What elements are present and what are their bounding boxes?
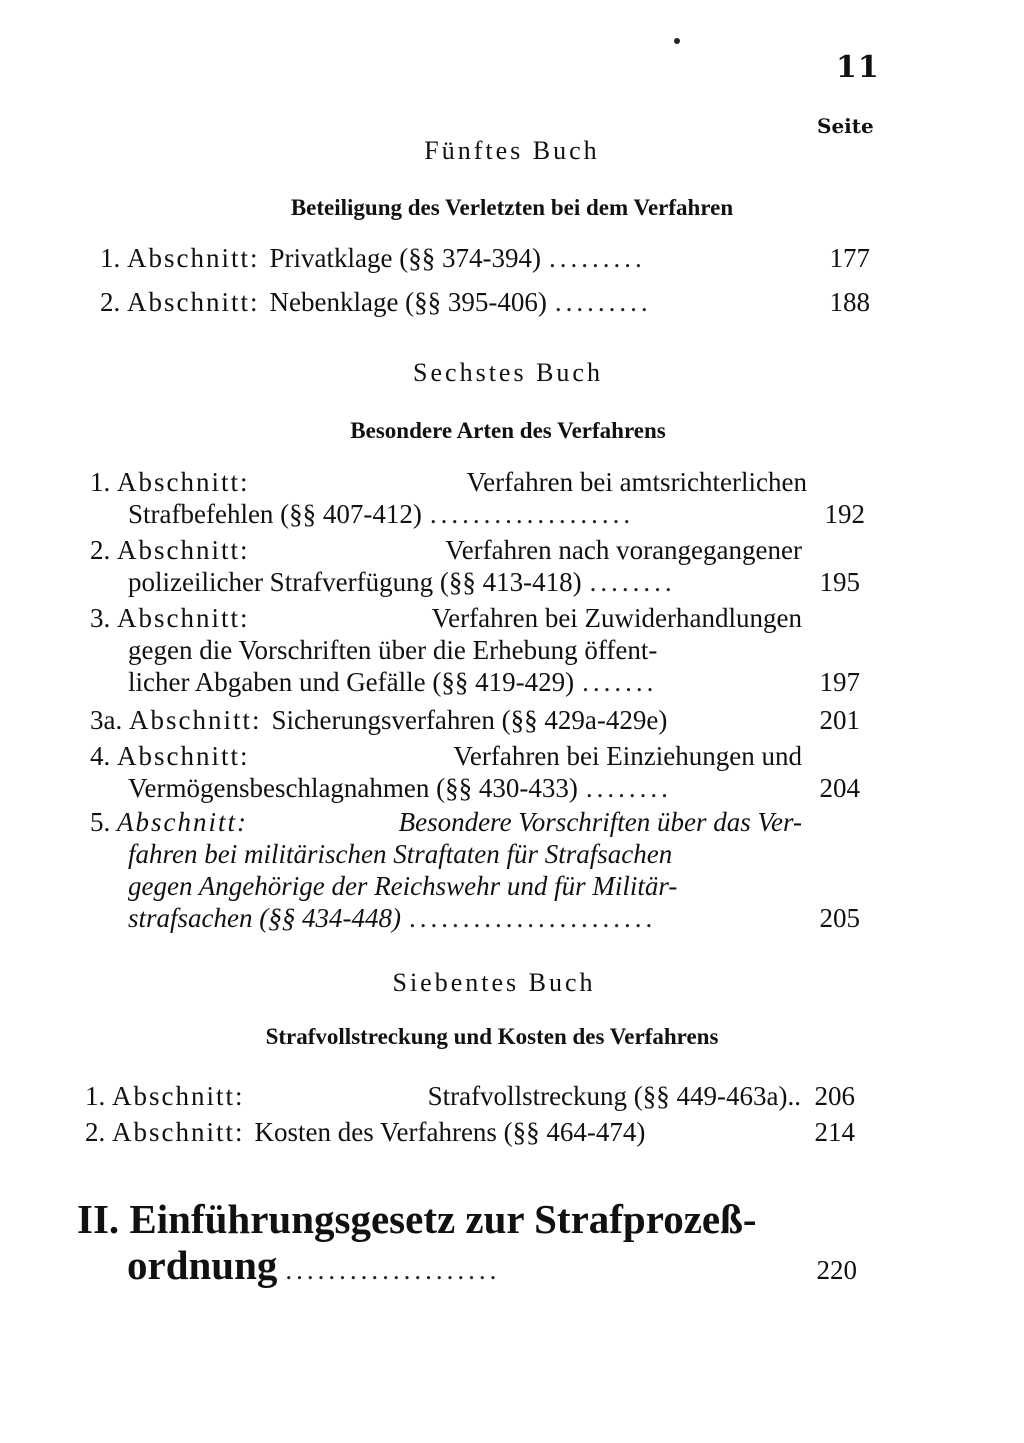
entry-line1: Besondere Vorschriften über das Ver-	[398, 807, 802, 837]
dot-leader: ...................	[429, 499, 635, 529]
entry-line3: gegen Angehörige der Reichswehr und für Militär-	[128, 871, 678, 901]
dot-leader: .........	[554, 287, 652, 317]
book5-subtitle: Beteiligung des Verletzten bei dem Verfahren	[290, 195, 734, 220]
entry-page: 206	[814, 1081, 855, 1111]
entry-number: 3.	[90, 603, 111, 633]
toc-entry-7-2[interactable]	[85, 1116, 855, 1148]
entry-page: 192	[824, 499, 865, 529]
entry-abschnitt: Abschnitt:	[127, 243, 260, 273]
entry-line2: polizeilicher Strafverfügung (§§ 413-418)	[128, 567, 582, 597]
entry-line1: Verfahren bei amtsrichterlichen	[466, 467, 807, 497]
seite-column-label: Seite	[817, 114, 874, 138]
ink-speck	[674, 38, 680, 44]
dot-leader: .......	[582, 667, 658, 697]
dot-leader: .......................	[408, 903, 657, 933]
book5-title: Fünftes Buch	[424, 136, 600, 165]
entry-abschnitt: Abschnitt:	[112, 1117, 245, 1147]
entry-abschnitt: Abschnitt:	[117, 535, 250, 565]
dot-leader: ........	[589, 567, 676, 597]
entry-number: 2.	[85, 1117, 106, 1147]
entry-number: 1.	[100, 243, 121, 273]
entry-number: 2.	[100, 287, 121, 317]
entry-abschnitt: Abschnitt:	[117, 807, 248, 837]
dot-leader: ........	[585, 773, 672, 803]
entry-text: Nebenklage (§§ 395-406)	[269, 287, 547, 317]
book7-subtitle: Strafvollstreckung und Kosten des Verfahrens	[265, 1024, 719, 1049]
entry-line3: licher Abgaben und Gefälle (§§ 419-429)	[128, 667, 575, 697]
toc-entry-part-2[interactable]	[77, 1196, 857, 1293]
entry-page: 177	[829, 243, 870, 273]
toc-entry-6-3[interactable]	[90, 602, 860, 698]
page-number: 11	[836, 50, 880, 85]
entry-abschnitt: Abschnitt:	[128, 705, 262, 735]
entry-page: 195	[819, 567, 860, 597]
entry-line2: gegen die Vorschriften über die Erhebung öffent-	[128, 635, 658, 665]
dot-leader: ....................	[285, 1255, 501, 1285]
entry-page: 188	[829, 287, 870, 317]
toc-entry-6-2[interactable]	[90, 534, 860, 598]
toc-entry-6-4[interactable]	[90, 740, 860, 804]
book6-title: Sechstes Buch	[413, 358, 603, 387]
entry-text: Privatklage (§§ 374-394)	[269, 243, 541, 273]
toc-entry-6-1[interactable]	[90, 466, 865, 530]
toc-entry-6-3a[interactable]	[90, 704, 860, 736]
entry-abschnitt: Abschnitt:	[112, 1081, 245, 1111]
entry-line2: Strafbefehlen (§§ 407-412)	[128, 499, 422, 529]
entry-page: 214	[814, 1117, 855, 1147]
entry-line1: Verfahren nach vorangegangener	[445, 535, 802, 565]
entry-abschnitt: Abschnitt:	[117, 467, 250, 497]
toc-entry-5-1[interactable]	[100, 242, 870, 274]
toc-entry-5-2[interactable]	[100, 286, 870, 318]
entry-text: Kosten des Verfahrens (§§ 464-474)	[254, 1117, 646, 1147]
entry-number: 4.	[90, 741, 111, 771]
entry-text: Strafvollstreckung (§§ 449-463a)..	[427, 1081, 801, 1111]
entry-page: 204	[819, 773, 860, 803]
book6-subtitle: Besondere Arten des Verfahrens	[350, 418, 666, 443]
entry-page: 197	[819, 667, 860, 697]
entry-abschnitt: Abschnitt:	[117, 741, 250, 771]
entry-text: Sicherungsverfahren (§§ 429a-429e)	[271, 705, 668, 735]
entry-line2: fahren bei militärischen Straftaten für Strafsachen	[128, 839, 673, 869]
entry-number: 2.	[90, 535, 111, 565]
entry-line4: strafsachen (§§ 434-448)	[128, 903, 401, 933]
entry-number: 3a.	[90, 705, 123, 735]
entry-page: 201	[819, 705, 860, 735]
entry-page: 220	[816, 1255, 857, 1285]
part-title-line2: ordnung	[127, 1242, 278, 1288]
entry-abschnitt: Abschnitt:	[117, 603, 250, 633]
part-title-line1: II. Einführungsgesetz zur Strafprozeß-	[77, 1196, 757, 1242]
entry-number: 5.	[90, 807, 111, 837]
entry-page: 205	[819, 903, 860, 933]
entry-number: 1.	[85, 1081, 106, 1111]
entry-line1: Verfahren bei Zuwiderhandlungen	[431, 603, 802, 633]
book7-title: Siebentes Buch	[392, 968, 596, 997]
dot-leader: .........	[548, 243, 646, 273]
toc-entry-7-1[interactable]	[85, 1080, 855, 1112]
entry-line1: Verfahren bei Einziehungen und	[453, 741, 802, 771]
entry-number: 1.	[90, 467, 111, 497]
entry-line2: Vermögensbeschlagnahmen (§§ 430-433)	[128, 773, 578, 803]
toc-entry-6-5[interactable]	[90, 806, 860, 934]
entry-abschnitt: Abschnitt:	[127, 287, 260, 317]
